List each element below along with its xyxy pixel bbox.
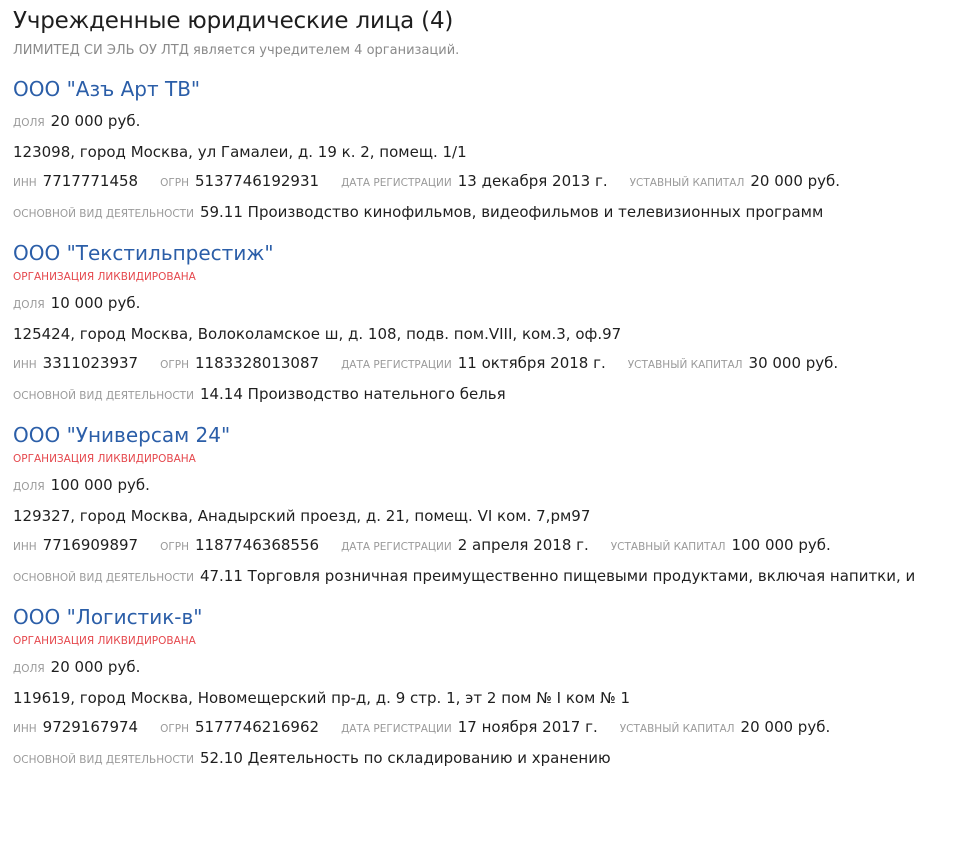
ogrn-value: 1183328013087: [195, 354, 320, 372]
reg-date-value: 17 ноября 2017 г.: [457, 718, 598, 736]
inn-label: ИНН: [13, 177, 37, 189]
inn-value: 3311023937: [42, 354, 139, 372]
org-status-badge: ОРГАНИЗАЦИЯ ЛИКВИДИРОВАНА: [13, 635, 196, 647]
capital-value: 30 000 руб.: [748, 354, 839, 372]
org-entry: [13, 76, 967, 224]
ogrn-label: ОГРН: [160, 359, 189, 371]
share-label: ДОЛЯ: [13, 117, 45, 129]
share-row: [13, 111, 967, 133]
requisites-row: [13, 717, 967, 739]
requisites-row: [13, 171, 967, 193]
address-value: 119619, город Москва, Новомещерский пр-д, д. 9 стр. 1, эт 2 пом № I ком № 1: [13, 689, 631, 707]
activity-label: ОСНОВНОЙ ВИД ДЕЯТЕЛЬНОСТИ: [13, 572, 194, 584]
address-row: [13, 324, 967, 344]
activity-row: [13, 566, 967, 588]
activity-row: [13, 384, 967, 406]
share-row: [13, 657, 967, 679]
share-label: ДОЛЯ: [13, 663, 45, 675]
ogrn-value: 5177746216962: [195, 718, 320, 736]
address-value: 125424, город Москва, Волоколамское ш, д. 108, подв. пом.VIII, ком.3, оф.97: [13, 325, 622, 343]
reg-date-value: 2 апреля 2018 г.: [457, 536, 589, 554]
ogrn-label: ОГРН: [160, 541, 189, 553]
requisites-row: [13, 535, 967, 557]
activity-label: ОСНОВНОЙ ВИД ДЕЯТЕЛЬНОСТИ: [13, 208, 194, 220]
org-status-badge: ОРГАНИЗАЦИЯ ЛИКВИДИРОВАНА: [13, 453, 196, 465]
activity-label: ОСНОВНОЙ ВИД ДЕЯТЕЛЬНОСТИ: [13, 754, 194, 766]
activity-row: [13, 748, 967, 770]
reg-date-label: ДАТА РЕГИСТРАЦИИ: [341, 541, 452, 553]
org-name-link[interactable]: ООО "Азъ Арт ТВ": [13, 77, 201, 101]
capital-label: УСТАВНЫЙ КАПИТАЛ: [629, 177, 745, 189]
reg-date-value: 11 октября 2018 г.: [457, 354, 606, 372]
share-value: 20 000 руб.: [50, 658, 141, 676]
org-entry: [13, 604, 967, 770]
org-entry: [13, 240, 967, 406]
address-row: [13, 688, 967, 708]
activity-label: ОСНОВНОЙ ВИД ДЕЯТЕЛЬНОСТИ: [13, 390, 194, 402]
ogrn-value: 5137746192931: [195, 172, 320, 190]
share-value: 100 000 руб.: [50, 476, 150, 494]
share-value: 10 000 руб.: [50, 294, 141, 312]
activity-value: 14.14 Производство нательного белья: [199, 385, 506, 403]
share-label: ДОЛЯ: [13, 299, 45, 311]
org-name-link[interactable]: ООО "Текстильпрестиж": [13, 241, 274, 265]
capital-value: 20 000 руб.: [740, 718, 831, 736]
capital-value: 20 000 руб.: [750, 172, 841, 190]
inn-label: ИНН: [13, 359, 37, 371]
ogrn-value: 1187746368556: [195, 536, 320, 554]
inn-value: 7716909897: [42, 536, 139, 554]
section-subtitle: ЛИМИТЕД СИ ЭЛЬ ОУ ЛТД является учредителем 4 организаций.: [13, 43, 460, 58]
share-label: ДОЛЯ: [13, 481, 45, 493]
share-value: 20 000 руб.: [50, 112, 141, 130]
reg-date-value: 13 декабря 2013 г.: [457, 172, 608, 190]
activity-value: 47.11 Торговля розничная преимущественно пищевыми продуктами, включая напитки, и: [199, 567, 916, 585]
requisites-row: [13, 353, 967, 375]
activity-value: 52.10 Деятельность по складированию и хранению: [199, 749, 611, 767]
inn-label: ИНН: [13, 723, 37, 735]
org-list: [13, 76, 967, 770]
ogrn-label: ОГРН: [160, 723, 189, 735]
address-row: [13, 142, 967, 162]
address-row: [13, 506, 967, 526]
share-row: [13, 293, 967, 315]
org-name-link[interactable]: ООО "Логистик-в": [13, 605, 203, 629]
activity-value: 59.11 Производство кинофильмов, видеофильмов и телевизионных программ: [199, 203, 824, 221]
org-entry: [13, 422, 967, 588]
address-value: 129327, город Москва, Анадырский проезд, д. 21, помещ. VI ком. 7,рм97: [13, 507, 591, 525]
ogrn-label: ОГРН: [160, 177, 189, 189]
activity-row: [13, 202, 967, 224]
address-value: 123098, город Москва, ул Гамалеи, д. 19 к. 2, помещ. 1/1: [13, 143, 467, 161]
capital-label: УСТАВНЫЙ КАПИТАЛ: [627, 359, 743, 371]
share-row: [13, 475, 967, 497]
inn-value: 9729167974: [42, 718, 139, 736]
inn-label: ИНН: [13, 541, 37, 553]
reg-date-label: ДАТА РЕГИСТРАЦИИ: [341, 723, 452, 735]
org-name-link[interactable]: ООО "Универсам 24": [13, 423, 231, 447]
inn-value: 7717771458: [42, 172, 139, 190]
section-title: Учрежденные юридические лица (4): [13, 8, 454, 34]
capital-label: УСТАВНЫЙ КАПИТАЛ: [610, 541, 726, 553]
org-status-badge: ОРГАНИЗАЦИЯ ЛИКВИДИРОВАНА: [13, 271, 196, 283]
capital-value: 100 000 руб.: [731, 536, 831, 554]
capital-label: УСТАВНЫЙ КАПИТАЛ: [619, 723, 735, 735]
reg-date-label: ДАТА РЕГИСТРАЦИИ: [341, 359, 452, 371]
reg-date-label: ДАТА РЕГИСТРАЦИИ: [341, 177, 452, 189]
